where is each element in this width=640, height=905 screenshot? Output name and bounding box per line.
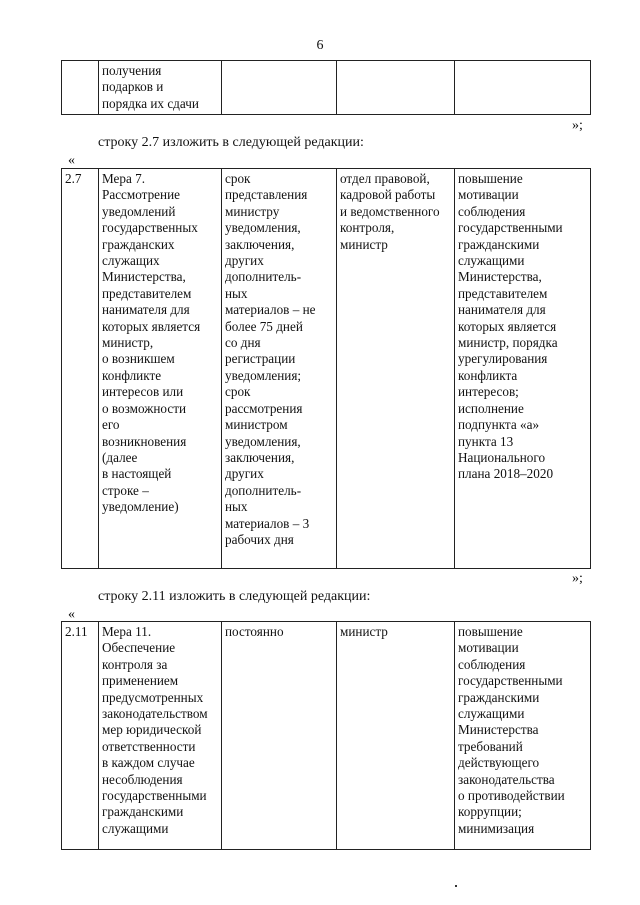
cell-deadline xyxy=(222,61,337,115)
opening-mark: « xyxy=(68,607,75,622)
page-number: 6 xyxy=(316,38,324,53)
cell-deadline: постоянно xyxy=(222,622,337,850)
scan-speck xyxy=(455,885,457,887)
table-row xyxy=(62,61,591,115)
cell-responsible: министр xyxy=(337,622,455,850)
cell-deadline: срок представления министру уведомления, заключения, других дополнитель- ных материалов – не более 75 дней со дня регистрации уведомления; срок рассмотрения министром уведомления, заключения, других дополнитель- ных материалов – 3 рабочих дня xyxy=(222,169,337,569)
table-row xyxy=(62,169,591,569)
opening-mark: « xyxy=(68,153,75,168)
top-table xyxy=(61,60,591,115)
closing-mark: »; xyxy=(572,118,583,133)
cell-num xyxy=(62,61,99,115)
cell-responsible: отдел правовой, кадровой работы и ведомственного контроля, министр xyxy=(337,169,455,569)
cell-num: 2.7 xyxy=(62,169,99,569)
table-row xyxy=(62,622,591,850)
cell-num: 2.11 xyxy=(62,622,99,850)
cell-measure: Мера 7. Рассмотрение уведомлений государственных гражданских служащих Министерства, представителем нанимателя для которых является министр, о возникшем конфликте интересов или о возможности его возникновения (далее в настоящей строке – уведомление) xyxy=(99,169,222,569)
instruction-text: строку 2.11 изложить в следующей редакции: xyxy=(98,589,371,604)
instruction-text: строку 2.7 изложить в следующей редакции: xyxy=(98,135,364,150)
cell-responsible xyxy=(337,61,455,115)
row-2-11-table xyxy=(61,621,591,850)
cell-measure: Мера 11. Обеспечение контроля за применением предусмотренных законодательством мер юридической ответственности в каждом случае несоблюдения государственными гражданскими служащими xyxy=(99,622,222,850)
cell-result: повышение мотивации соблюдения государственными гражданскими служащими Министерства, представителем нанимателя для которых является министр, порядка урегулирования конфликта интересов; исполнение подпункта «а» пункта 13 Национального плана 2018–2020 xyxy=(455,169,591,569)
cell-result: повышение мотивации соблюдения государственными гражданскими служащими Министерства требований действующего законодательства о противодействии коррупции; минимизация xyxy=(455,622,591,850)
cell-measure: получения подарков и порядка их сдачи xyxy=(99,61,222,115)
closing-mark: »; xyxy=(572,571,583,586)
row-2-7-table xyxy=(61,168,591,569)
cell-result xyxy=(455,61,591,115)
